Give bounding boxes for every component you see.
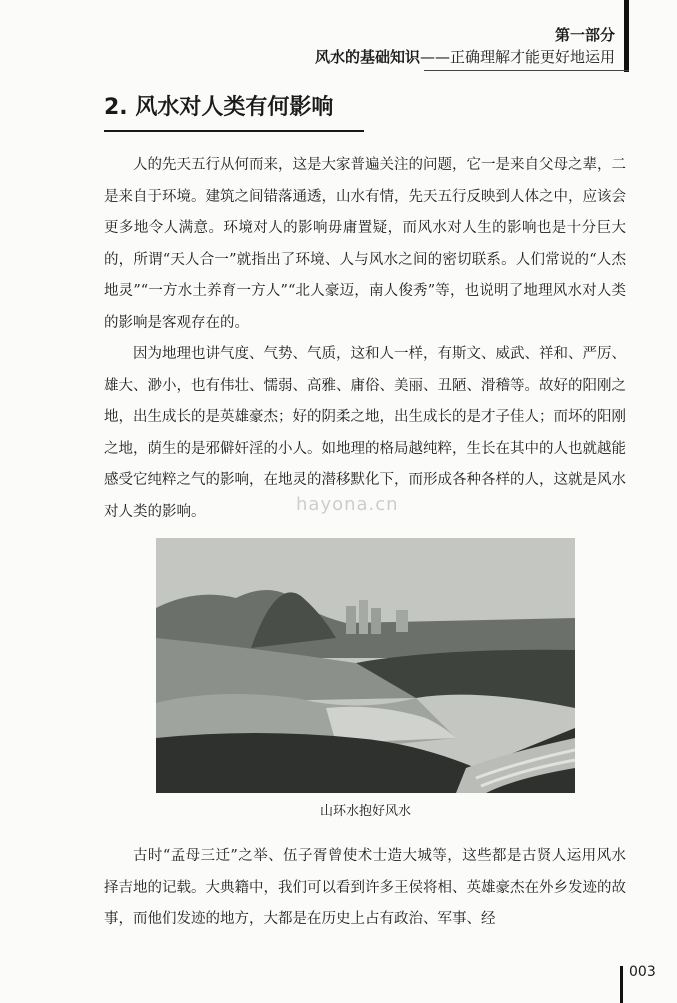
section-title: 2. 风水对人类有何影响	[104, 90, 364, 132]
landscape-photo	[156, 538, 575, 793]
paragraph-2: 因为地理也讲气度、气势、气质，这和人一样，有斯文、威武、祥和、严厉、雄大、渺小，也有伟壮、懦弱、高雅、庸俗、美丽、丑陋、滑稽等。故好的阳刚之地，出生成长的是英雄豪杰；好的阴柔之地，出生成长的是才子佳人；而坏的阳刚之地，荫生的是邪僻奸淫的小人。如地理的格局越纯粹，生长在其中的人也就越能感受它纯粹之气的影响，在地灵的潜移默化下，而形成各种各样的人，这就是风水对人类的影响。	[104, 346, 626, 520]
page-number-bar	[620, 966, 623, 1003]
paragraph-3: 古时“孟母三迁”之举、伍子胥曾使术士造大城等，这些都是古贤人运用风水择吉地的记载。大典籍中，我们可以看到许多王侯将相、英雄豪杰在外乡发迹的故事，而他们发迹的地方，大都是在历史上占有政治、军事、经	[104, 848, 626, 927]
page-number: 003	[629, 964, 656, 980]
paragraph-1: 人的先天五行从何而来，这是大家普遍关注的问题，它一是来自父母之辈，二是来自于环境。建筑之间错落通透，山水有情，先天五行反映到人体之中，应该会更多地令人满意。环境对人的影响毋庸置疑，而风水对人生的影响也是十分巨大的，所谓“天人合一”就指出了环境、人与风水之间的密切联系。人们常说的“人杰地灵”“一方水土养育一方人”“北人豪迈，南人俊秀”等，也说明了地理风水对人类的影响是客观存在的。	[104, 157, 626, 331]
header-bar	[624, 0, 629, 72]
part-label: 第一部分	[554, 26, 615, 44]
landscape-photo-drawing	[156, 538, 575, 793]
watermark: hayona.cn	[296, 494, 399, 515]
body-text-bottom	[104, 841, 626, 936]
header-rule	[424, 70, 629, 71]
figure-caption: 山环水抱好风水	[319, 804, 411, 819]
chapter-subtitle-bold: 风水的基础知识	[314, 48, 420, 66]
running-header	[315, 24, 615, 68]
body-text-top	[104, 150, 626, 528]
chapter-subtitle-rest: ——正确理解才能更好地运用	[419, 48, 615, 66]
chapter-subtitle	[315, 46, 615, 68]
